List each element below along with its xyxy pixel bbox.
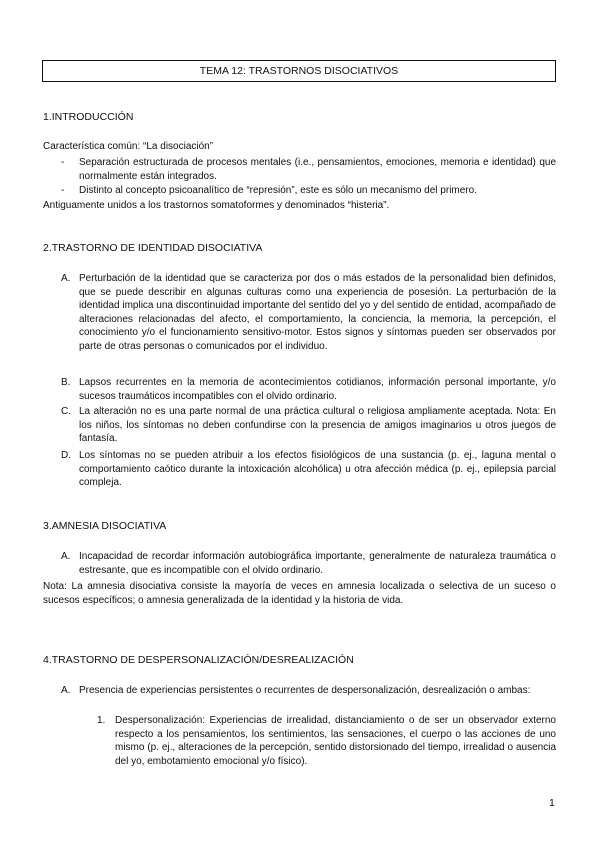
section-heading-introduccion: 1.INTRODUCCIÓN (43, 111, 134, 123)
deperson-subcriterion: Despersonalización: Experiencias de irrealidad, distanciamiento o de ser un observador externo respecto a los pensamientos, los sentimientos, las sensaciones, el cuerpo o las acciones de uno mismo (p. ej., alteraciones de la percepción, sentido distorsionado del tiempo, irrealidad o ausencia del yo, embotamiento emocional y/o físico). (115, 715, 556, 767)
section-heading-amnesia: 3.AMNESIA DISOCIATIVA (43, 520, 167, 532)
list-marker: A. (61, 685, 71, 696)
list-marker: A. (61, 273, 71, 284)
intro-closing: Antiguamente unidos a los trastornos somatoformes y denominados “histeria”. (43, 200, 390, 211)
identity-criterion: Lapsos recurrentes en la memoria de acontecimientos cotidianos, información personal importante, y/o sucesos traumáticos incompatibles con el olvido ordinario. (79, 377, 556, 402)
list-marker: B. (61, 377, 71, 388)
list-marker: D. (61, 450, 71, 461)
section-heading-identidad: 2.TRASTORNO DE IDENTIDAD DISOCIATIVA (43, 242, 263, 254)
section-heading-despersonalizacion: 4.TRASTORNO DE DESPERSONALIZACIÓN/DESREALIZACIÓN (43, 654, 354, 666)
bullet-dash-icon: - (61, 185, 65, 196)
document-title: TEMA 12: TRASTORNOS DISOCIATIVOS (42, 60, 556, 82)
identity-criterion: La alteración no es una parte normal de una práctica cultural o religiosa ampliamente aceptada. Nota: En los niños, los síntomas no deben confundirse con la presencia de amigos imaginarios u otros juegos de fantasía. (79, 406, 556, 445)
page-number: 1 (549, 797, 555, 809)
intro-lead: Característica común: “La disociación” (43, 141, 214, 152)
intro-bullet: Separación estructurada de procesos mentales (i.e., pensamientos, emociones, memoria e identidad) que normalmente están integrados. (79, 157, 556, 182)
intro-bullet: Distinto al concepto psicoanalítico de “represión”, este es sólo un mecanismo del primero. (79, 185, 477, 196)
list-marker: 1. (97, 715, 106, 726)
bullet-dash-icon: - (61, 157, 65, 168)
identity-criterion: Los síntomas no se pueden atribuir a los efectos fisiológicos de una sustancia (p. ej., laguna mental o comportamiento caótico durante la intoxicación alcohólica) u otra afección médica (p. ej., epilepsia parcial compleja. (79, 450, 556, 489)
identity-criterion: Perturbación de la identidad que se caracteriza por dos o más estados de la personalidad bien definidos, que se puede describir en algunas culturas como una experiencia de posesión. La perturbación de la identidad implica una discontinuidad importante del sentido del yo y del sentido de entidad, acompañado de alteraciones relacionadas del afecto, el comportamiento, la conciencia, la memoria, la percepción, el conocimiento y/o el funcionamiento sensitivo-motor. Estos signos y síntomas pueden ser observados por parte de otras personas o comunicados por el individuo. (79, 273, 556, 352)
deperson-criterion: Presencia de experiencias persistentes o recurrentes de despersonalización, desrealización o ambas: (79, 685, 531, 696)
amnesia-note: Nota: La amnesia disociativa consiste la mayoría de veces en amnesia localizada o selectiva de un suceso o sucesos específicos; o amnesia generalizada de la identidad y la historia de vida. (43, 581, 556, 606)
list-marker: C. (61, 406, 71, 417)
list-marker: A. (61, 551, 71, 562)
amnesia-criterion: Incapacidad de recordar información autobiográfica importante, generalmente de naturaleza traumática o estresante, que es incompatible con el olvido ordinario. (79, 551, 556, 576)
